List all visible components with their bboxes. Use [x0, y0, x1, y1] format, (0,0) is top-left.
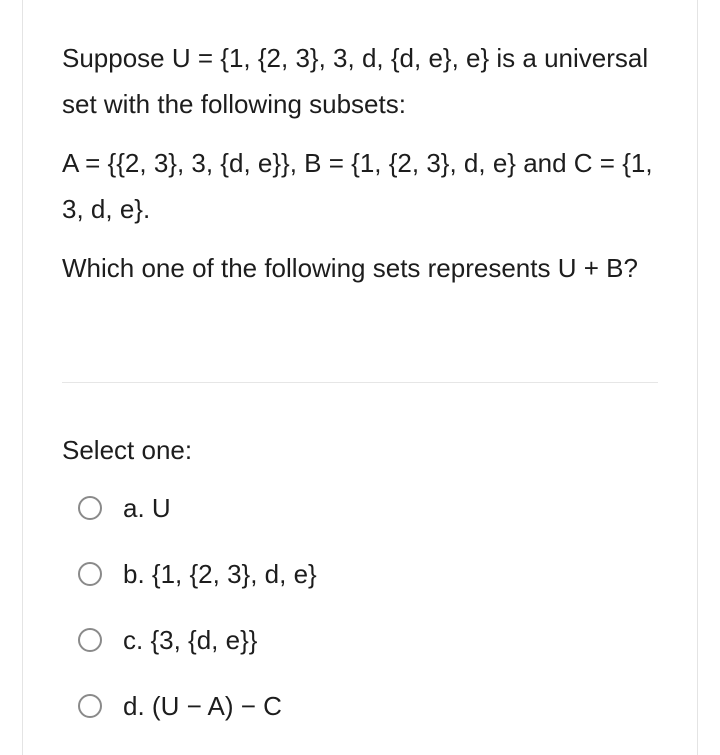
divider — [62, 382, 658, 383]
radio-button-b[interactable] — [78, 562, 102, 586]
radio-button-c[interactable] — [78, 628, 102, 652]
question-text-universal-set: Suppose U = {1, {2, 3}, 3, d, {d, e}, e} is a universal set with the following subsets: — [62, 43, 649, 119]
option-d[interactable] — [78, 688, 282, 724]
option-d-label: d. (U − A) − C — [123, 691, 282, 721]
question-text-prompt: Which one of the following sets represents U + B? — [62, 253, 638, 283]
option-b[interactable] — [78, 556, 317, 592]
select-one-label: Select one: — [62, 435, 193, 465]
option-c-label: c. {3, {d, e}} — [123, 625, 258, 655]
option-a-label: a. U — [123, 493, 171, 523]
radio-button-d[interactable] — [78, 694, 102, 718]
option-b-label: b. {1, {2, 3}, d, e} — [123, 559, 317, 589]
radio-button-a[interactable] — [78, 496, 102, 520]
option-a[interactable] — [78, 490, 171, 526]
question-text-subsets: A = {{2, 3}, 3, {d, e}}, B = {1, {2, 3}, d, e} and C = {1, 3, d, e}. — [62, 148, 653, 224]
option-c[interactable] — [78, 622, 257, 658]
